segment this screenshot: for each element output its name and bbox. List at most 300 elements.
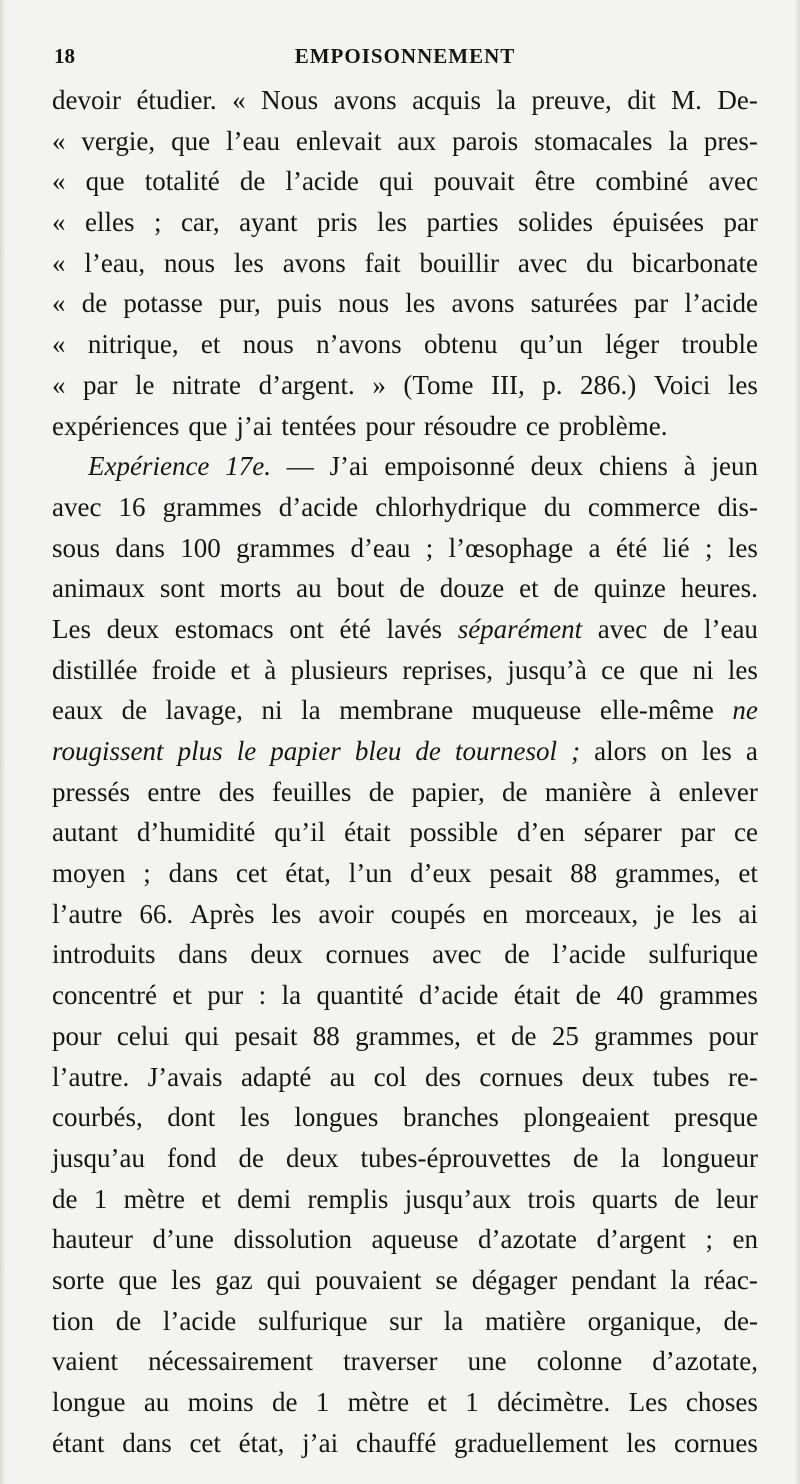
word: dissolution (233, 1224, 353, 1255)
text-line (52, 1301, 758, 1342)
word: de (115, 1305, 142, 1336)
word: du (586, 247, 614, 278)
word: manière (544, 776, 632, 807)
word: membrane (339, 695, 454, 726)
word: l’autre. (52, 1061, 130, 1092)
word: 100 (180, 532, 221, 563)
word: pris (317, 207, 358, 238)
word: longue (52, 1387, 126, 1417)
word: d’acide (278, 491, 359, 522)
word: que (171, 125, 211, 156)
word: dans (122, 1427, 172, 1458)
word: avons (451, 288, 515, 319)
word: chlorhydrique (375, 491, 527, 522)
word: que (118, 1264, 158, 1295)
word: J’ai (329, 451, 369, 482)
word: l’acide (552, 939, 626, 970)
word: parois (452, 125, 519, 156)
word: obtenu (423, 329, 498, 360)
word: puis (276, 288, 322, 319)
text-line (52, 202, 758, 243)
word: dis- (717, 491, 758, 522)
word: qu’il (274, 817, 326, 848)
word: les (171, 1264, 202, 1295)
word: ; (153, 207, 162, 238)
word: de (504, 939, 530, 970)
word: par (723, 207, 758, 238)
word: possible (409, 817, 499, 848)
word: muqueuse (471, 695, 582, 726)
word: tubes-éprouvettes (360, 1142, 551, 1173)
word: nous (163, 247, 215, 278)
text-line (52, 1097, 758, 1138)
word: pur, (219, 288, 261, 319)
word: qui (266, 1264, 302, 1295)
word: froide (151, 654, 217, 685)
word: décimètre. (497, 1387, 611, 1417)
word: ; (705, 532, 713, 563)
word: colonne (536, 1346, 623, 1377)
word: pour (365, 410, 415, 441)
word: ; (425, 532, 434, 563)
text-line (52, 1057, 758, 1098)
word: de (511, 1020, 537, 1051)
word: grammes (594, 1020, 694, 1051)
word: grammes (658, 980, 758, 1011)
word: longues (294, 1102, 379, 1133)
word: (Tome (403, 369, 474, 400)
word: plongeaient (523, 1102, 650, 1133)
word: grammes (162, 491, 262, 522)
word: bout (336, 573, 385, 604)
word: le (236, 736, 257, 766)
word: d’argent (596, 1224, 686, 1255)
word: était (344, 817, 391, 848)
word: de (399, 573, 425, 604)
word: l’acide (162, 1305, 237, 1336)
text-line (52, 853, 758, 894)
word: trois (527, 1183, 576, 1214)
word: de (572, 1142, 599, 1173)
text-line (52, 1219, 758, 1260)
word: 1 (93, 1183, 108, 1214)
word: lavage, (165, 695, 243, 726)
word: 88 (312, 1020, 340, 1051)
word: pour (708, 1020, 758, 1051)
word: 1 (315, 1387, 330, 1417)
word: les (239, 1102, 270, 1133)
word: ne (732, 695, 758, 726)
quote-mark: « (52, 125, 66, 156)
word: résoudre (423, 410, 517, 441)
word: d’acide (418, 980, 499, 1011)
word: pendant (571, 1264, 657, 1295)
word: autant (52, 817, 118, 848)
word: III, (490, 369, 525, 400)
word: De- (717, 85, 758, 115)
text-line (52, 324, 758, 365)
word: devoir (52, 85, 121, 115)
text-line (52, 406, 758, 447)
word: de (238, 1142, 264, 1173)
word: avec (52, 491, 102, 522)
word: — (286, 451, 314, 482)
word: introduits (52, 939, 156, 970)
word: les (691, 898, 722, 929)
word: entre (147, 776, 202, 807)
word: épuisées (612, 207, 704, 238)
word: nécessairement (148, 1346, 313, 1377)
text-line (52, 528, 758, 569)
word: ni (261, 695, 283, 726)
word: coupés (390, 898, 466, 929)
text-line (52, 1016, 758, 1057)
text-line (52, 80, 758, 121)
quote-mark: « (52, 369, 66, 400)
word: la (670, 1264, 691, 1295)
word: deux (106, 613, 160, 644)
word: stomacales (534, 125, 653, 156)
word: bleu (354, 736, 402, 766)
word: organique, (587, 1305, 702, 1336)
word: l’acide (684, 288, 758, 319)
word: dit (627, 85, 656, 115)
word: alors (594, 736, 647, 766)
word: dégager (471, 1264, 558, 1295)
word: sur (389, 1305, 423, 1336)
word: de (502, 776, 528, 807)
word: avons (333, 85, 397, 115)
word: 286.) (580, 369, 637, 400)
word: chiens (598, 451, 668, 482)
word: sulfurique (648, 939, 758, 970)
word: jusqu’au (52, 1142, 145, 1173)
word: j’ai (236, 410, 273, 441)
word: ; (571, 736, 581, 766)
word: choses (685, 1387, 758, 1417)
word: la (281, 980, 302, 1011)
word: mètre (123, 1183, 186, 1214)
word: avec (432, 939, 482, 970)
word: de (415, 736, 441, 766)
word: morceaux, (524, 898, 639, 929)
word: dont (167, 1102, 216, 1133)
quote-mark: « (52, 247, 66, 278)
text-line (52, 731, 758, 772)
word: de (575, 980, 602, 1011)
word: qu’un (519, 329, 583, 360)
word: ni (692, 654, 714, 685)
word: potasse (123, 288, 203, 319)
word: a (588, 532, 601, 563)
word: cornues (479, 1061, 564, 1092)
word: a (745, 736, 758, 766)
word: en (732, 1224, 758, 1255)
word: 16 (118, 491, 146, 522)
word: au (143, 1387, 170, 1417)
text-line (52, 934, 758, 975)
text-line (52, 772, 758, 813)
word: quinze (593, 573, 666, 604)
word: adapté (240, 1061, 312, 1092)
word: était (513, 980, 561, 1011)
word: de (239, 166, 266, 197)
word: sont (159, 573, 205, 604)
word: vergie, (81, 125, 156, 156)
word: des (425, 1061, 461, 1092)
text-line (52, 1138, 758, 1179)
word: l’un (348, 858, 393, 889)
word: deux (581, 1061, 635, 1092)
word: p. (542, 369, 563, 400)
word: : (258, 980, 267, 1011)
text-line (52, 487, 758, 528)
running-title: EMPOISONNEMENT (294, 44, 516, 68)
page-edge-left (0, 0, 6, 1484)
word: n’avons (316, 329, 402, 360)
word: solides (517, 207, 593, 238)
word: plus (177, 736, 223, 766)
word: de (553, 573, 579, 604)
word: deux (286, 1142, 339, 1173)
word: d’eux (410, 858, 472, 889)
body-text (52, 80, 758, 1463)
word: à (683, 451, 696, 482)
word: ; (705, 1224, 713, 1255)
word: de (52, 1183, 78, 1214)
word: d’une (152, 1224, 214, 1255)
word: mètre (347, 1387, 410, 1417)
word: col (373, 1061, 407, 1092)
word: remplis (307, 1183, 389, 1214)
word: dans (115, 532, 165, 563)
word: 66. (139, 898, 174, 929)
word: étant (52, 1427, 105, 1458)
word: combiné (595, 166, 689, 197)
word: du (543, 491, 571, 522)
word: par (680, 817, 716, 848)
text-line (52, 568, 758, 609)
word: plusieurs (290, 654, 389, 685)
word: tion (52, 1305, 95, 1336)
word: jeun (711, 451, 758, 482)
word: feuilles (271, 776, 352, 807)
word: été (339, 613, 371, 644)
word: Voici (653, 369, 711, 400)
word: que (85, 166, 125, 197)
word: cet (189, 1427, 221, 1458)
word: elles (84, 207, 135, 238)
word: cornues (673, 1427, 758, 1458)
text-line (52, 243, 758, 284)
word: enlever (678, 776, 758, 807)
word: moins (187, 1387, 254, 1417)
word: 1 (465, 1387, 479, 1417)
word: pur (207, 980, 244, 1011)
word: jusqu’aux (404, 1183, 512, 1214)
word: ce (734, 817, 758, 848)
word: ce (601, 654, 626, 685)
word: graduellement (454, 1427, 609, 1458)
word: de (81, 288, 108, 319)
word: nous (338, 288, 390, 319)
text-line (52, 283, 758, 324)
word: pesait (234, 1020, 298, 1051)
word: de (271, 1387, 298, 1417)
word: avec (597, 613, 648, 644)
word: papier (270, 736, 341, 766)
word: la (496, 85, 517, 115)
word: ce (525, 410, 550, 441)
word: que (639, 654, 679, 685)
word: des (218, 776, 255, 807)
word: état, (238, 1427, 285, 1458)
word: expériences (52, 410, 180, 441)
word: les (626, 1427, 657, 1458)
word: réac- (703, 1264, 758, 1295)
text-line (52, 1423, 758, 1464)
word: de (674, 1183, 700, 1214)
word: heures. (680, 573, 758, 604)
word: grammes, (355, 1020, 461, 1051)
text-line (52, 812, 758, 853)
word: l’autre (52, 898, 123, 929)
word: vaient (52, 1346, 118, 1377)
word: gaz (215, 1264, 253, 1295)
word: sous (52, 532, 101, 563)
word: grammes (236, 532, 336, 563)
text-line (52, 1382, 758, 1423)
word: d’argent. (258, 369, 355, 400)
word: Les (628, 1387, 668, 1417)
word: en (482, 898, 509, 929)
word: Expérience (88, 451, 210, 482)
word: Après (190, 898, 255, 929)
word: presque (674, 1102, 758, 1133)
text-line (52, 894, 758, 935)
word: les (271, 898, 302, 929)
text-line (52, 1341, 758, 1382)
word: par (633, 288, 669, 319)
word: l’eau (225, 125, 280, 156)
word: d’eau (350, 532, 411, 563)
word: une (467, 1346, 507, 1377)
word: pres- (703, 125, 758, 156)
word: au (296, 573, 322, 604)
word: les (405, 288, 436, 319)
word: de (662, 613, 689, 644)
word: fait (364, 247, 401, 278)
word: pouvait (433, 166, 515, 197)
quote-mark: « (52, 166, 66, 197)
word: dans (168, 858, 219, 889)
text-line (52, 446, 758, 487)
word: eaux (52, 695, 103, 726)
word: nitrate (172, 369, 242, 400)
word: longueur (661, 1142, 758, 1173)
word: la (443, 1305, 464, 1336)
word: les (701, 736, 732, 766)
word: totalité (144, 166, 220, 197)
page-header (50, 38, 760, 74)
text-line (52, 1260, 758, 1301)
word: ai (738, 898, 758, 929)
word: rougissent (52, 736, 164, 766)
word: et (200, 329, 221, 360)
word: lié (662, 532, 690, 563)
quote-mark: « (52, 329, 66, 360)
word: preuve, (531, 85, 612, 115)
word: tubes (652, 1061, 710, 1092)
word: tournesol (454, 736, 557, 766)
text-line (52, 161, 758, 202)
word: et (476, 1020, 496, 1051)
word: l’acide (285, 166, 359, 197)
word: léger (605, 329, 660, 360)
text-line (52, 690, 758, 731)
text-line (52, 121, 758, 162)
word: ayant (239, 207, 298, 238)
word: deux (530, 451, 584, 482)
word: nous (242, 329, 294, 360)
word: aux (397, 125, 437, 156)
word: la (301, 695, 321, 726)
word: les (727, 532, 758, 563)
word: la (620, 1142, 640, 1173)
word: animaux (52, 573, 145, 604)
word: pressés (52, 776, 130, 807)
word: la (668, 125, 688, 156)
quote-mark: « (52, 288, 66, 319)
word: état, (285, 858, 331, 889)
word: grammes, (614, 858, 721, 889)
word: empoisonné (384, 451, 515, 482)
word: on (660, 736, 688, 766)
word: été (615, 532, 648, 563)
word: d’humidité (136, 817, 256, 848)
word: pesait (489, 858, 553, 889)
word: estomacs (174, 613, 274, 644)
word: bouillir (419, 247, 499, 278)
word: J’avais (147, 1061, 223, 1092)
word: branches (402, 1102, 499, 1133)
word: deux (250, 939, 303, 970)
page-edge-right (794, 0, 800, 1484)
word: jusqu’à (507, 654, 587, 685)
word: quantité (316, 980, 404, 1011)
quote-mark: « (52, 207, 66, 238)
word: douze (439, 573, 505, 604)
word: au (329, 1061, 356, 1092)
word: parties (426, 207, 499, 238)
word: cet (235, 858, 268, 889)
word: de (368, 776, 395, 807)
text-line (52, 1179, 758, 1220)
word: elle-même (599, 695, 714, 726)
word: à (264, 654, 277, 685)
word: les (233, 247, 264, 278)
word: nitrique, (87, 329, 179, 360)
word: morts (219, 573, 282, 604)
word: et (427, 1387, 447, 1417)
word: être (534, 166, 576, 197)
word: les (727, 654, 758, 685)
word: avons (282, 247, 346, 278)
word: et (172, 980, 192, 1011)
word: de (121, 695, 148, 726)
word: d’azotate (478, 1224, 577, 1255)
word: pouvaient (314, 1264, 422, 1295)
